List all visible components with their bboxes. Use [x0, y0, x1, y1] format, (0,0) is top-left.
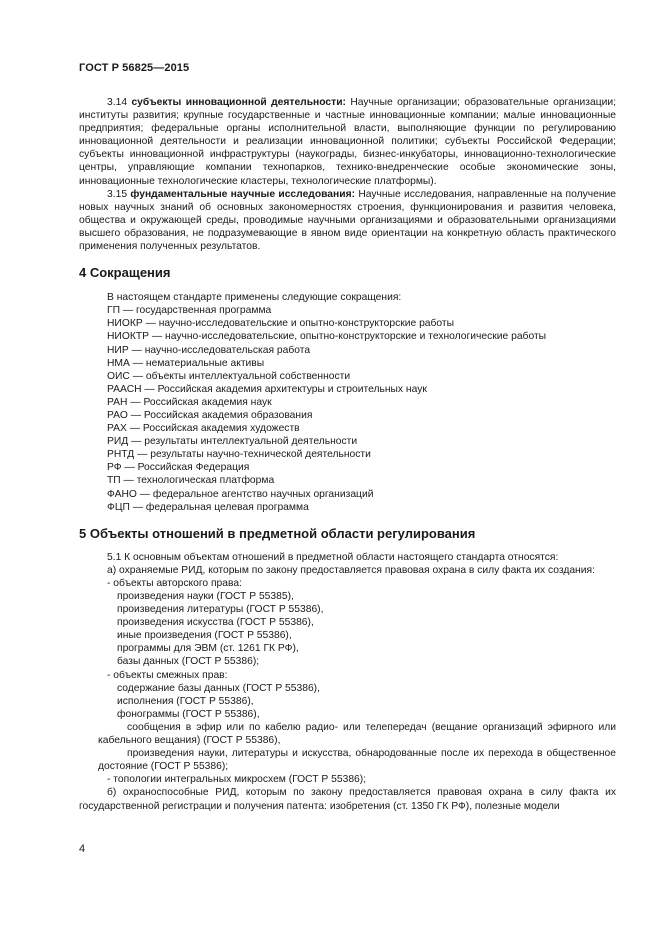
clause-5-1: 5.1 К основным объектам отношений в предметной области настоящего стандарта относятся:: [107, 551, 559, 563]
definition-3-15: [79, 188, 616, 253]
document-code: ГОСТ Р 56825—2015: [79, 62, 190, 74]
abbreviation-item: НМА — нематериальные активы: [107, 357, 265, 369]
abbreviation-item: РИД — результаты интеллектуальной деятельности: [107, 436, 358, 448]
abbreviation-item: РАН — Российская академия наук: [107, 396, 272, 408]
definition-3-14: [79, 96, 616, 188]
broadcast-item: сообщения в эфир или по кабелю радио- или телепередач (вещание организаций эфирного или кабельного вещания) (ГОСТ Р 55386),: [98, 721, 616, 747]
abbreviation-item: НИОКР — научно-исследовательские и опытно-конструкторские работы: [107, 318, 455, 330]
abbreviation-item: РНТД — результаты научно-технической деятельности: [107, 449, 371, 461]
copyright-item: базы данных (ГОСТ Р 55386);: [117, 656, 260, 668]
definition-term: фундаментальные научные исследования:: [130, 188, 356, 200]
item-b: б) охраноспособные РИД, которым по закону предоставляется правовая охрана в силу факта их государственной регистрации и получения патента: изобретения (ст. 1350 ГК РФ), полезные модели: [79, 787, 616, 812]
definition-number: 3.14: [107, 97, 128, 108]
related-rights-item: исполнения (ГОСТ Р 55386),: [117, 695, 254, 707]
abbreviation-item: ТП — технологическая платформа: [107, 475, 275, 487]
abbreviation-item: НИР — научно-исследовательская работа: [107, 344, 311, 356]
abbreviations-list: [79, 291, 616, 514]
definition-number: 3.15: [107, 188, 128, 200]
abbreviation-item: РААСН — Российская академия архитектуры и строительных наук: [107, 383, 427, 395]
copyright-item: иные произведения (ГОСТ Р 55386),: [117, 630, 292, 642]
abbreviation-item: РФ — Российская Федерация: [107, 462, 250, 474]
related-rights-item: содержание базы данных (ГОСТ Р 55386),: [117, 682, 320, 694]
abbreviation-item: ФЦП — федеральная целевая программа: [107, 501, 309, 513]
copyright-objects-heading: - объекты авторского права:: [107, 577, 242, 589]
related-rights-item: фонограммы (ГОСТ Р 55386),: [117, 708, 260, 720]
section-heading-objects: 5 Объекты отношений в предметной области регулирования: [79, 525, 476, 541]
abbreviation-item: РАХ — Российская академия художеств: [107, 423, 300, 435]
page-number: 4: [79, 843, 86, 855]
copyright-item: произведения искусства (ГОСТ Р 55386),: [117, 617, 314, 629]
abbreviation-item: ГП — государственная программа: [107, 305, 272, 317]
definition-text: Научные исследования, направленные на получение новых научных знаний об основных закономерностях строения, функционирования и развития человека, общества и окружающей среды, проводимые научными организациями и образовательными организациями высшего образования, не подразумевающие в явном виде ориентации на конкретную область практического применения полученных результатов.: [79, 188, 616, 253]
abbreviation-item: НИОКТР — научно-исследовательские, опытно-конструкторские и технологические работы: [107, 331, 547, 343]
public-domain-item: произведения науки, литературы и искусства, обнародованные после их перехода в общественное достояние (ГОСТ Р 55386);: [98, 748, 616, 773]
topology-item: - топологии интегральных микросхем (ГОСТ Р 55386);: [107, 774, 367, 786]
section-heading-abbreviations: 4 Сокращения: [79, 265, 171, 281]
related-rights-heading: - объекты смежных прав:: [107, 669, 228, 681]
document-body: [79, 96, 616, 813]
copyright-item: произведения литературы (ГОСТ Р 55386),: [117, 604, 324, 616]
copyright-item: программы для ЭВМ (ст. 1261 ГК РФ),: [117, 643, 299, 655]
abbreviation-item: ФАНО — федеральное агентство научных организаций: [107, 488, 374, 500]
item-a: а) охраняемые РИД, которым по закону предоставляется правовая охрана в силу факта их создания:: [107, 564, 595, 576]
definition-term: субъекты инновационной деятельности:: [131, 97, 346, 108]
abbreviation-item: РАО — Российская академия образования: [107, 409, 313, 421]
definition-text: Научные организации; образовательные организации; институты развития; крупные государственные и частные инновационные компании; малые инновационные предприятия; федеральные органы исполнительной власти, выполняющие функции по регулированию инновационной деятельности и реализации инновационной политики; субъекты Российской Федерации; субъекты инновационной инфраструктуры (наукограды, бизнес-инкубаторы, инновационно-технологические центры, управляющие компании технопарков, технико-внедренческие особые экономические зоны, инновационные технологические кластеры, технологические платформы).: [79, 97, 616, 187]
abbreviation-item: ОИС — объекты интеллектуальной собственности: [107, 370, 351, 382]
abbreviations-intro: В настоящем стандарте применены следующие сокращения:: [107, 292, 402, 304]
copyright-item: произведения науки (ГОСТ Р 55385),: [117, 591, 294, 602]
